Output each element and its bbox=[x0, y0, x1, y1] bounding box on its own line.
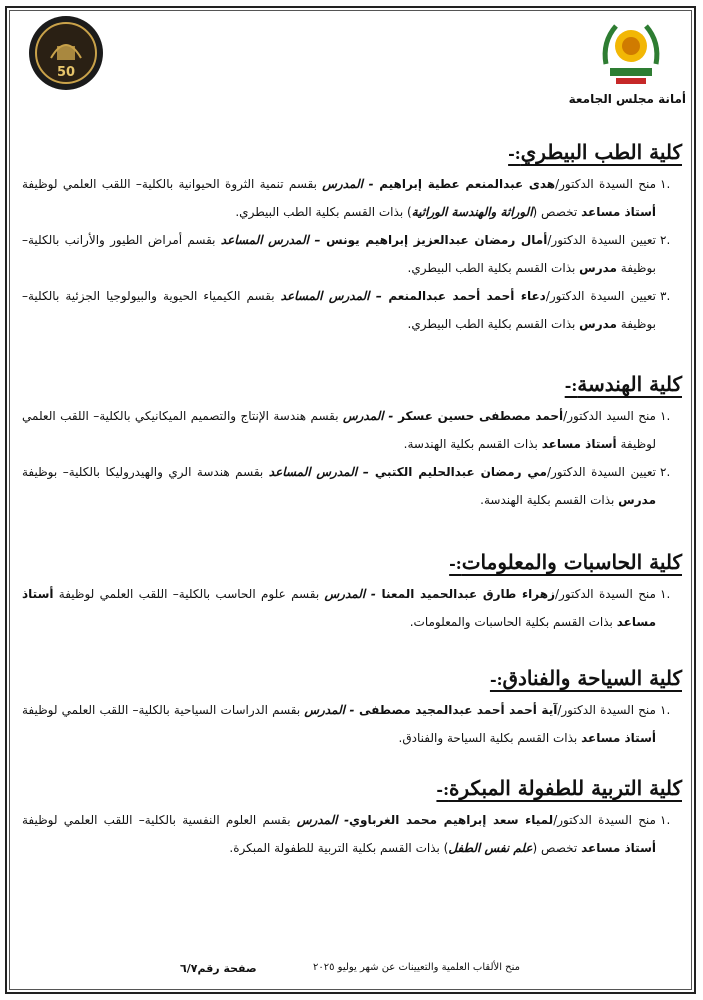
section-title: كلية الحاسبات والمعلومات bbox=[461, 550, 682, 574]
anniversary-logo-icon bbox=[27, 14, 105, 92]
section-computers: كلية الحاسبات والمعلومات:- .١ منح السيدة الدكتور/زهراء طارق عبدالحميد المعنا - المدرس بقسم علوم الحاسب بالكلية– اللقب العلمي لوظيفة أستاذ مساعد بذات القسم بكلية الحاسبات والمعلومات. bbox=[22, 550, 682, 636]
section-early-childhood: كلية التربية للطفولة المبكرة:- .١ منح السيدة الدكتور/لمياء سعد إبراهيم محمد الغرباوي- المدرس بقسم العلوم النفسية بالكلية– اللقب العلمي لوظيفة أستاذ مساعد تخصص (علم نفس الطفل) بذات القسم بكلية التربية للطفولة المبكرة. bbox=[22, 776, 682, 862]
list-item: .١ منح السيدة الدكتور/هدى عبدالمنعم عطية إبراهيم - المدرس بقسم تنمية الثروة الحيوانية بالكلية– اللقب العلمي لوظيفة أستاذ مساعد تخصص (الوراثة والهندسة الوراثية) بذات القسم بكلية الطب البيطري. bbox=[22, 177, 671, 219]
university-logo-icon bbox=[596, 14, 666, 88]
list-item: .٣ تعيين السيدة الدكتور/دعاء أحمد أحمد عبدالمنعم – المدرس المساعد بقسم الكيمياء الحيوية والبيولوجيا الجزئية بالكلية– بوظيفة مدرس بذات القسم بكلية الطب البيطري. bbox=[22, 289, 671, 331]
list-item: .١ منح السيدة الدكتور/آية أحمد أحمد عبدالمجيد مصطفى - المدرس بقسم الدراسات السياحية بالكلية– اللقب العلمي لوظيفة أستاذ مساعد بذات القسم بكلية السياحة والفنادق. bbox=[22, 703, 671, 745]
logo-number: 50 bbox=[56, 65, 76, 80]
section-title: كلية السياحة والفنادق bbox=[502, 666, 682, 690]
page-footer bbox=[180, 962, 520, 975]
document-body bbox=[22, 140, 682, 862]
section-tourism: كلية السياحة والفنادق:- .١ منح السيدة الدكتور/آية أحمد أحمد عبدالمجيد مصطفى - المدرس بقسم الدراسات السياحية بالكلية– اللقب العلمي لوظيفة أستاذ مساعد بذات القسم بكلية السياحة والفنادق. bbox=[22, 666, 682, 752]
section-engineering: كلية الهندسة:- .١ منح السيد الدكتور/أحمد مصطفى حسين عسكر - المدرس بقسم هندسة الإنتاج والتصميم الميكانيكي بالكلية– اللقب العلمي لوظيفة أستاذ مساعد بذات القسم بكلية الهندسة. .٢ تعيين السيدة الدكتور/مي رمضان عبدالحليم الكتبي – المدرس المساعد بقسم هندسة الري والهيدروليكا بالكلية– بوظيفة مدرس بذات القسم بكلية الهندسة. bbox=[22, 372, 682, 514]
list-item: .١ منح السيدة الدكتور/لمياء سعد إبراهيم محمد الغرباوي- المدرس بقسم العلوم النفسية بالكلية– اللقب العلمي لوظيفة أستاذ مساعد تخصص (علم نفس الطفل) بذات القسم بكلية التربية للطفولة المبكرة. bbox=[22, 813, 671, 855]
list-item: .١ منح السيدة الدكتور/زهراء طارق عبدالحميد المعنا - المدرس بقسم علوم الحاسب بالكلية– اللقب العلمي لوظيفة أستاذ مساعد بذات القسم بكلية الحاسبات والمعلومات. bbox=[22, 587, 671, 629]
section-title: كلية التربية للطفولة المبكرة bbox=[448, 776, 682, 800]
list-item: .٢ تعيين السيدة الدكتور/أمال رمضان عبدالعزيز إبراهيم يونس – المدرس المساعد بقسم أمراض الطيور والأرانب بالكلية– بوظيفة مدرس بذات القسم بكلية الطب البيطري. bbox=[22, 233, 671, 275]
council-secretariat-label: أمانة مجلس الجامعة bbox=[568, 92, 686, 106]
section-veterinary: كلية الطب البيطري:- .١ منح السيدة الدكتور/هدى عبدالمنعم عطية إبراهيم - المدرس بقسم تنمية الثروة الحيوانية بالكلية– اللقب العلمي لوظيفة أستاذ مساعد تخصص (الوراثة والهندسة الوراثية) بذات القسم بكلية الطب البيطري. .٢ تعيين السيدة الدكتور/أمال رمضان عبدالعزيز إبراهيم يونس – المدرس المساعد بقسم أمراض الطيور والأرانب بالكلية– بوظيفة مدرس بذات القسم بكلية الطب البيطري. .٣ تعيين السيدة الدكتور/دعاء أحمد أحمد عبدالمنعم – المدرس المساعد بقسم الكيمياء الحيوية والبيولوجيا الجزئية بالكلية– بوظيفة مدرس بذات القسم بكلية الطب البيطري. bbox=[22, 140, 682, 338]
footer-caption: منح الألقاب العلمية والتعيينات عن شهر يوليو ٢٠٢٥ bbox=[312, 962, 520, 973]
list-item: .٢ تعيين السيدة الدكتور/مي رمضان عبدالحليم الكتبي – المدرس المساعد بقسم هندسة الري والهيدروليكا بالكلية– بوظيفة مدرس بذات القسم بكلية الهندسة. bbox=[22, 465, 671, 507]
section-title: كلية الطب البيطري bbox=[520, 140, 682, 164]
list-item: .١ منح السيد الدكتور/أحمد مصطفى حسين عسكر - المدرس بقسم هندسة الإنتاج والتصميم الميكانيكي بالكلية– اللقب العلمي لوظيفة أستاذ مساعد بذات القسم بكلية الهندسة. bbox=[22, 409, 671, 451]
page-number: صفحة رقم٦/٧ bbox=[180, 962, 257, 975]
section-title: كلية الهندسة bbox=[577, 372, 682, 396]
